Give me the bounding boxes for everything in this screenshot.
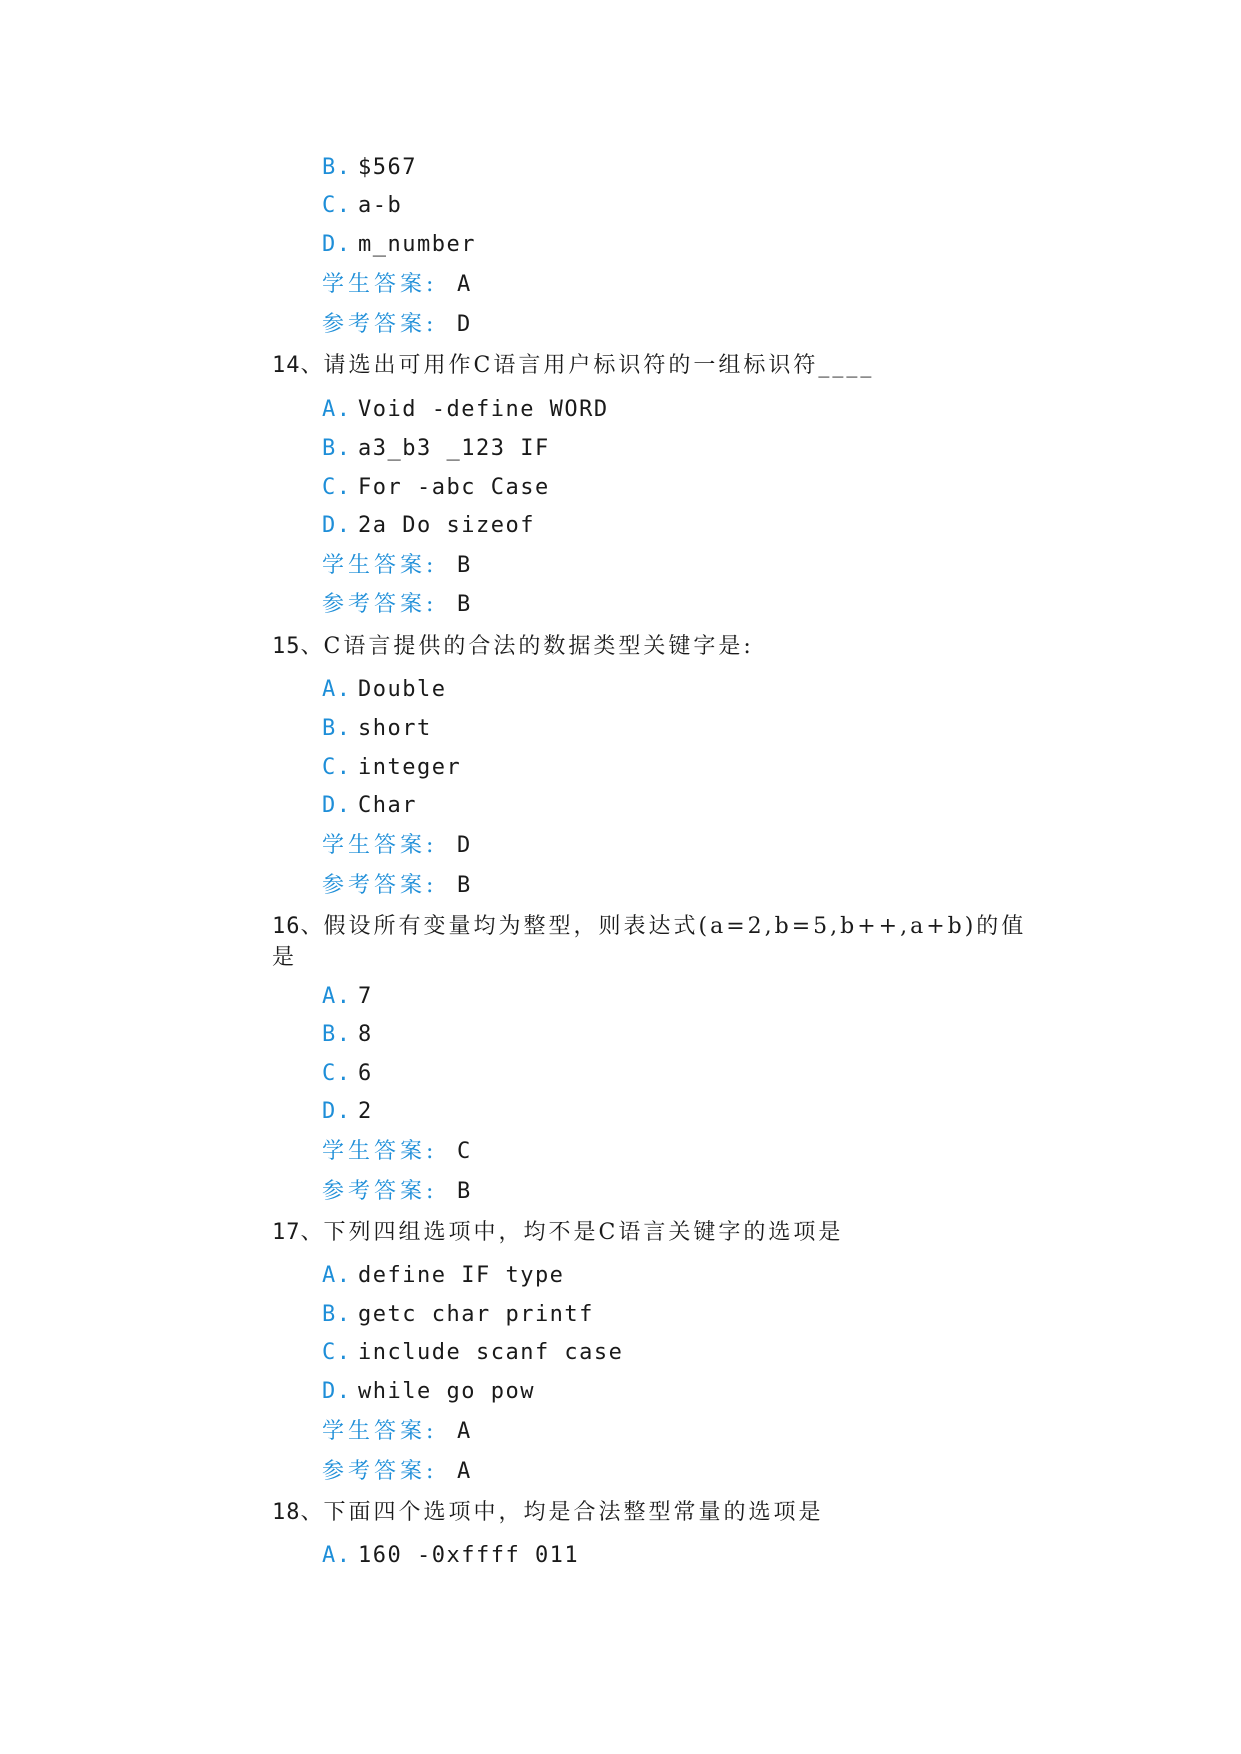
option-text: m_number <box>358 232 476 257</box>
q18-option-a <box>322 1541 579 1571</box>
option-letter: A. <box>322 1263 352 1288</box>
q16-option-d <box>322 1097 373 1127</box>
reference-answer-label: 参考答案: <box>322 592 438 617</box>
reference-answer-label: 参考答案: <box>322 1459 438 1484</box>
option-text: 7 <box>358 984 373 1009</box>
option-letter: D. <box>322 513 352 538</box>
q17-stem <box>272 1218 843 1248</box>
option-letter: A. <box>322 677 352 702</box>
option-letter: B. <box>322 1302 352 1327</box>
question-text: 下面四个选项中，均是合法整型常量的选项是 <box>323 1500 824 1525</box>
option-letter: D. <box>322 232 352 257</box>
option-text: short <box>358 716 432 741</box>
option-letter: C. <box>322 1340 352 1365</box>
q17-student-answer <box>322 1417 472 1447</box>
option-letter: B. <box>322 155 352 180</box>
option-text: a-b <box>358 193 403 218</box>
student-answer-value: B <box>457 553 472 578</box>
q13-option-b <box>322 153 417 183</box>
question-number: 17、 <box>272 1220 324 1245</box>
reference-answer-value: B <box>457 873 472 898</box>
option-letter: C. <box>322 475 352 500</box>
option-letter: B. <box>322 436 352 461</box>
option-letter: D. <box>322 1099 352 1124</box>
q17-option-a <box>322 1261 564 1291</box>
q15-option-b <box>322 714 432 744</box>
q16-option-a <box>322 982 373 1012</box>
option-letter: D. <box>322 793 352 818</box>
question-number: 14、 <box>272 353 324 378</box>
student-answer-value: A <box>457 1419 472 1444</box>
student-answer-value: D <box>457 833 472 858</box>
student-answer-label: 学生答案: <box>322 1419 438 1444</box>
q14-option-a <box>322 395 609 425</box>
q13-option-c <box>322 191 402 221</box>
q17-reference-answer <box>322 1457 472 1487</box>
q17-option-c <box>322 1338 623 1368</box>
reference-answer-value: D <box>457 312 472 337</box>
student-answer-label: 学生答案: <box>322 553 438 578</box>
question-number: 18、 <box>272 1500 324 1525</box>
q15-reference-answer <box>322 871 472 901</box>
reference-answer-value: B <box>457 1179 472 1204</box>
option-letter: A. <box>322 397 352 422</box>
q16-student-answer <box>322 1137 472 1167</box>
option-text: 160 -0xffff 011 <box>358 1543 580 1568</box>
option-letter: A. <box>322 984 352 1009</box>
student-answer-value: A <box>457 272 472 297</box>
option-text: while go pow <box>358 1379 535 1404</box>
student-answer-label: 学生答案: <box>322 272 438 297</box>
option-text: Void -define WORD <box>358 397 609 422</box>
q17-option-b <box>322 1300 594 1330</box>
q16-reference-answer <box>322 1177 472 1207</box>
student-answer-label: 学生答案: <box>322 1139 438 1164</box>
q14-option-c <box>322 473 550 503</box>
option-text: $567 <box>358 155 417 180</box>
option-text: getc char printf <box>358 1302 594 1327</box>
option-text: 2 <box>358 1099 373 1124</box>
q15-option-d <box>322 791 417 821</box>
option-text: integer <box>358 755 462 780</box>
option-letter: D. <box>322 1379 352 1404</box>
q18-stem <box>272 1498 824 1528</box>
reference-answer-value: B <box>457 592 472 617</box>
option-text: include scanf case <box>358 1340 624 1365</box>
q17-option-d <box>322 1377 535 1407</box>
reference-answer-label: 参考答案: <box>322 312 438 337</box>
q13-option-d <box>322 230 476 260</box>
option-letter: B. <box>322 1022 352 1047</box>
reference-answer-value: A <box>457 1459 472 1484</box>
option-letter: C. <box>322 193 352 218</box>
option-text: a3_b3 _123 IF <box>358 436 550 461</box>
question-text: C语言提供的合法的数据类型关键字是: <box>323 634 754 659</box>
option-letter: A. <box>322 1543 352 1568</box>
option-text: 8 <box>358 1022 373 1047</box>
q13-reference-answer <box>322 310 472 340</box>
question-number: 15、 <box>272 634 324 659</box>
q13-student-answer <box>322 270 472 300</box>
question-number: 16、 <box>272 914 324 939</box>
q14-reference-answer <box>322 590 472 620</box>
q16-stem <box>272 912 1026 942</box>
q16-option-c <box>322 1059 373 1089</box>
reference-answer-label: 参考答案: <box>322 873 438 898</box>
option-text: 2a Do sizeof <box>358 513 535 538</box>
option-letter: C. <box>322 1061 352 1086</box>
reference-answer-label: 参考答案: <box>322 1179 438 1204</box>
q16-option-b <box>322 1020 373 1050</box>
q15-option-a <box>322 675 446 705</box>
question-text: 请选出可用作C语言用户标识符的一组标识符____ <box>323 353 875 378</box>
q15-stem <box>272 632 754 662</box>
question-text: 假设所有变量均为整型，则表达式(a=2,b=5,b++,a+b)的值 <box>323 914 1027 939</box>
q16-stem-continued <box>272 943 297 973</box>
q15-option-c <box>322 753 461 783</box>
student-answer-label: 学生答案: <box>322 833 438 858</box>
option-letter: C. <box>322 755 352 780</box>
q14-option-d <box>322 511 535 541</box>
option-text: 6 <box>358 1061 373 1086</box>
q14-option-b <box>322 434 550 464</box>
question-text-continued: 是 <box>272 945 298 970</box>
option-text: define IF type <box>358 1263 565 1288</box>
q15-student-answer <box>322 831 472 861</box>
q14-stem <box>272 351 874 381</box>
option-text: For -abc Case <box>358 475 550 500</box>
question-text: 下列四组选项中，均不是C语言关键字的选项是 <box>323 1220 844 1245</box>
q14-student-answer <box>322 551 472 581</box>
option-text: Char <box>358 793 417 818</box>
option-text: Double <box>358 677 447 702</box>
student-answer-value: C <box>457 1139 472 1164</box>
option-letter: B. <box>322 716 352 741</box>
